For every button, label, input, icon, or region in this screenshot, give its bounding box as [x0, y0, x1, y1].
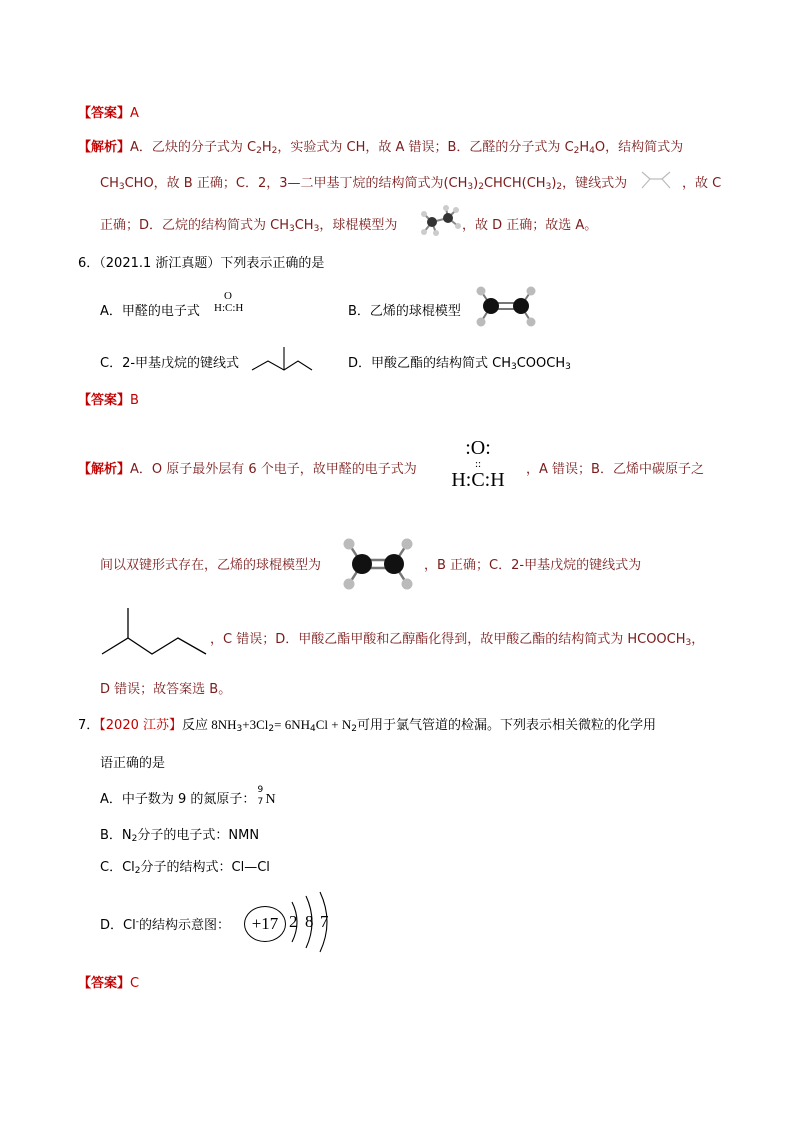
text: H	[579, 140, 590, 155]
text: ，C 错误；D．甲酸乙酯甲酸和乙醇酯化得到，故甲酸乙酯的结构简式为 HCOOCH	[210, 632, 686, 647]
text: D．Cl	[100, 918, 136, 933]
q6-analysis-line1-end: ，A 错误；B．乙烯中碳原子之	[526, 462, 704, 477]
text: )	[551, 176, 557, 191]
ethylene-ball-stick-icon	[474, 284, 540, 328]
shell-1-electrons: 2	[289, 912, 298, 931]
text: 的结构示意图：	[138, 918, 230, 933]
analysis-tag: 【解析】	[78, 140, 131, 155]
q6-analysis-line2: 间以双键形式存在，乙烯的球棍模型为	[100, 558, 322, 573]
text: A．乙炔的分子式为 C	[130, 140, 257, 155]
text: 分子的电子式：NMN	[137, 828, 260, 843]
question-source: （2021.1 浙江真题）	[99, 256, 221, 271]
text: CH	[294, 218, 314, 233]
q6-option-b: B．乙烯的球棍模型	[348, 304, 461, 319]
text: C．Cl	[100, 860, 135, 875]
q6-analysis-line3	[210, 628, 704, 647]
formaldehyde-electron-formula	[440, 436, 516, 492]
text: ，实验式为 CH，故 A 错误；B．乙醛的分子式为 C	[277, 140, 574, 155]
mass-number: 9	[257, 785, 264, 795]
answer-line-prev	[78, 102, 139, 121]
q7-stem-line2: 语正确的是	[100, 756, 166, 771]
subscript: 3	[565, 362, 571, 372]
q7-option-c	[100, 856, 270, 875]
analysis-prev-line1	[78, 136, 683, 155]
nucleus-circle: +17	[244, 906, 286, 942]
text: +3Cl	[242, 717, 269, 732]
text: 分子的结构式：Cl—Cl	[140, 860, 270, 875]
subscript: 2	[351, 724, 357, 734]
q6-analysis-line2-end: ，B 正确；C．2-甲基戊烷的键线式为	[424, 558, 642, 573]
ethane-ball-stick-icon	[420, 206, 460, 236]
text: ，	[691, 632, 705, 647]
subscript: 4	[589, 146, 595, 156]
subscript: 3	[313, 224, 320, 234]
text: = 6NH	[274, 717, 310, 732]
subscript: 2	[271, 146, 278, 156]
text: ，球棍模型为	[319, 218, 398, 233]
shell-2-electrons: 8	[305, 912, 314, 931]
text: B．N	[100, 828, 132, 843]
q7-option-b	[100, 824, 259, 843]
text: A．O 原子最外层有 6 个电子，故甲醛的电子式为	[130, 462, 417, 477]
analysis-prev-line3-end: ，故 D 正确；故选 A。	[462, 218, 598, 233]
dimethylbutane-skeletal-icon	[640, 170, 672, 192]
text: A．中子数为 9 的氮原子：	[100, 792, 256, 807]
formula-top: :O:	[465, 437, 491, 459]
subscript: 2	[478, 182, 484, 192]
q6-option-d	[348, 352, 571, 371]
methylpentane-skeletal-small-icon	[250, 345, 314, 373]
text: COOCH	[516, 356, 566, 371]
subscript: 2	[134, 866, 141, 876]
text: CHCH(CH	[483, 176, 546, 191]
question-source: 【2020 江苏】	[99, 718, 182, 733]
subscript: 2	[573, 146, 580, 156]
text: CHO，故 B 正确；C．2，3—二甲基丁烷的结构简式为(CH	[124, 176, 468, 191]
question-number: 6．	[78, 256, 100, 271]
isotope-notation	[255, 785, 265, 807]
text: 正确；D．乙烷的结构简式为 CH	[100, 218, 289, 233]
analysis-prev-line3	[100, 214, 397, 233]
subscript: 3	[685, 638, 692, 648]
ethylene-ball-stick-large-icon	[340, 536, 420, 592]
formula-bottom: H:C:H	[214, 302, 244, 314]
subscript: 2	[256, 146, 262, 156]
analysis-prev-line2	[100, 172, 627, 191]
q6-option-a: A．甲醛的电子式	[100, 304, 200, 319]
subscript: 2	[268, 724, 275, 734]
subscript: 2	[556, 182, 563, 192]
q6-analysis-line4: D 错误；故答案选 B。	[100, 682, 232, 697]
q7-answer	[78, 972, 139, 991]
formula-mid: ::	[474, 458, 482, 470]
formaldehyde-electron-formula-small	[214, 290, 242, 314]
q6-stem	[78, 252, 324, 271]
question-number: 7．	[78, 718, 100, 733]
shell-3-electrons: 7	[320, 912, 329, 931]
subscript: 3	[545, 182, 552, 192]
analysis-tag: 【解析】	[78, 462, 131, 477]
text: 反应 8NH	[182, 717, 237, 732]
text: 可用于氯气管道的检漏。下列表示相关微粒的化学用	[356, 718, 656, 733]
text: O，结构简式为	[594, 140, 684, 155]
text: Cl + N	[315, 717, 352, 732]
formula-bottom: H:C:H	[451, 469, 505, 491]
q6-analysis-line1	[78, 458, 417, 477]
subscript: 3	[118, 182, 125, 192]
analysis-prev-line2-end: ，故 C	[682, 176, 722, 191]
q7-option-a	[100, 785, 276, 808]
answer-value: B	[130, 393, 139, 408]
q6-option-c: C．2-甲基戊烷的键线式	[100, 356, 240, 371]
answer-value: C	[130, 976, 140, 991]
text: D．甲酸乙酯的结构简式 CH	[348, 356, 511, 371]
answer-tag: 【答案】	[78, 106, 131, 121]
subscript: 3	[236, 724, 243, 734]
q6-answer	[78, 389, 139, 408]
answer-tag: 【答案】	[78, 393, 131, 408]
methylpentane-skeletal-large-icon	[100, 606, 210, 658]
text: ，键线式为	[562, 176, 628, 191]
subscript: 3	[467, 182, 474, 192]
subscript: 3	[511, 362, 517, 372]
formula-top: O	[224, 290, 232, 302]
text: )	[473, 176, 479, 191]
element-symbol: N	[265, 792, 276, 807]
answer-value: A	[130, 106, 139, 121]
text: H	[261, 140, 272, 155]
subscript: 4	[309, 724, 316, 734]
answer-tag: 【答案】	[78, 976, 131, 991]
question-stem: 下列表示正确的是	[220, 256, 325, 271]
text: CH	[100, 176, 119, 191]
atomic-number: 7	[257, 797, 264, 807]
subscript: 3	[289, 224, 295, 234]
subscript: 2	[131, 834, 138, 844]
q7-stem-line1	[78, 714, 656, 733]
q7-option-d: D．Cl-的结构示意图：	[100, 917, 230, 933]
